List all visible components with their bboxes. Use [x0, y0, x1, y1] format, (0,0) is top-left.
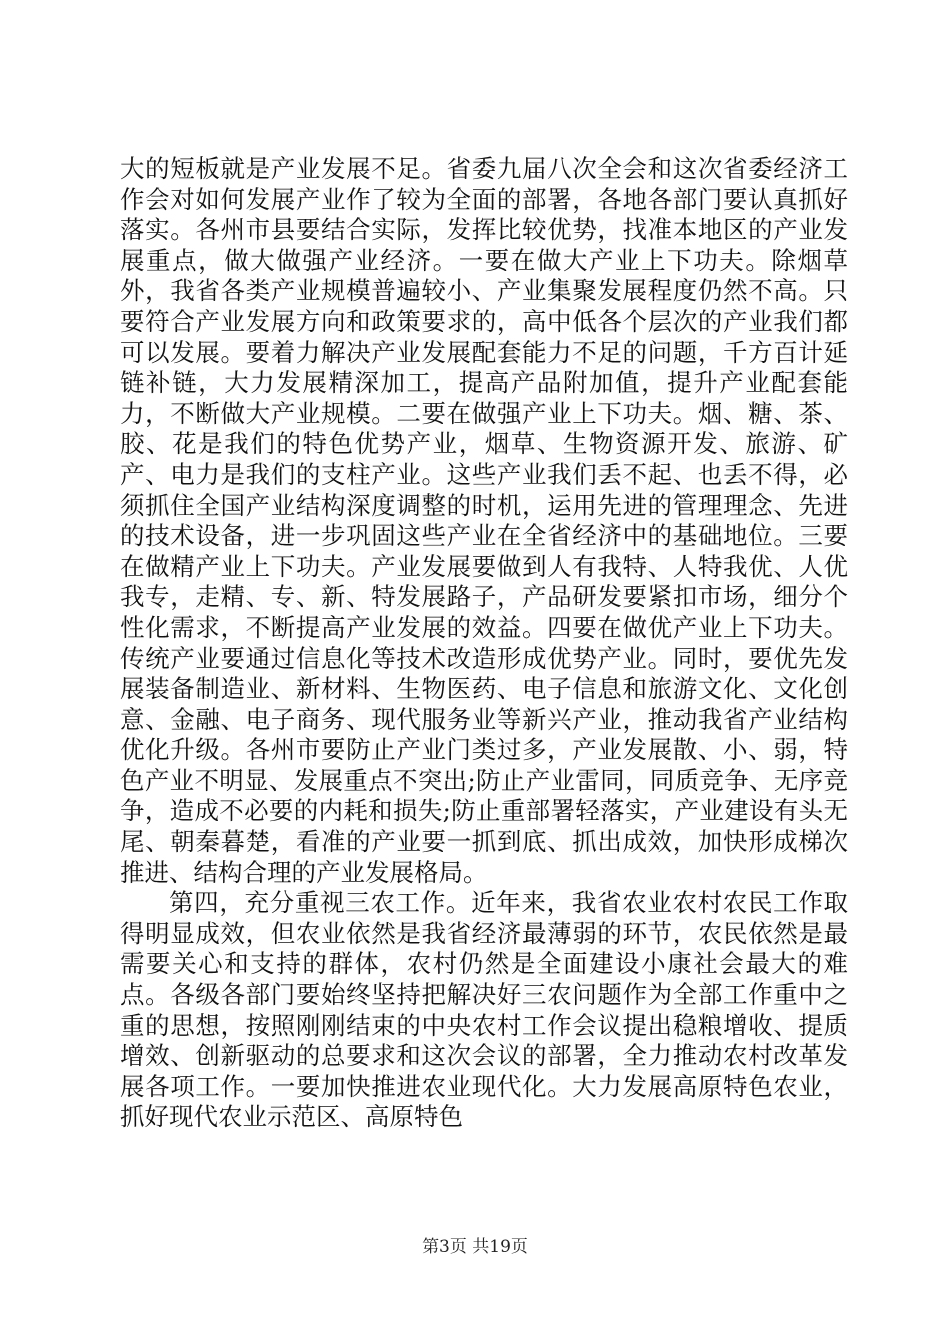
document-body: [120, 154, 848, 1133]
paragraph-industry-development: 大的短板就是产业发展不足。省委九届八次全会和这次省委经济工作会对如何发展产业作了较为全面的部署，各地各部门要认真抓好落实。各州市县要结合实际，发挥比较优势，找准本地区的产业发展重点，做大做强产业经济。一要在做大产业上下功夫。除烟草外，我省各类产业规模普遍较小、产业集聚发展程度仍然不高。只要符合产业发展方向和政策要求的，高中低各个层次的产业我们都可以发展。要着力解决产业发展配套能力不足的问题，千方百计延链补链，大力发展精深加工，提高产品附加值，提升产业配套能力，不断做大产业规模。二要在做强产业上下功夫。烟、糖、茶、胶、花是我们的特色优势产业，烟草、生物资源开发、旅游、矿产、电力是我们的支柱产业。这些产业我们丢不起、也丢不得，必须抓住全国产业结构深度调整的时机，运用先进的管理理念、先进的技术设备，进一步巩固这些产业在全省经济中的基础地位。三要在做精产业上下功夫。产业发展要做到人有我特、人特我优、人优我专，走精、专、新、特发展路子，产品研发要紧扣市场，细分个性化需求，不断提高产业发展的效益。四要在做优产业上下功夫。传统产业要通过信息化等技术改造形成优势产业。同时，要优先发展装备制造业、新材料、生物医药、电子信息和旅游文化、文化创意、金融、电子商务、现代服务业等新兴产业，推动我省产业结构优化升级。各州市要防止产业门类过多，产业发展散、小、弱，特色产业不明显、发展重点不突出;防止产业雷同，同质竞争、无序竞争，造成不必要的内耗和损失;防止重部署轻落实，产业建设有头无尾、朝秦暮楚，看准的产业要一抓到底、抓出成效，加快形成梯次推进、结构合理的产业发展格局。: [120, 154, 848, 887]
page-number-footer: 第3页 共19页: [422, 1237, 528, 1257]
paragraph-three-rural-issues: 第四，充分重视三农工作。近年来，我省农业农村农民工作取得明显成效，但农业依然是我省经济最薄弱的环节，农民依然是最需要关心和支持的群体，农村仍然是全面建设小康社会最大的难点。各级各部门要始终坚持把解决好三农问题作为全部工作重中之重的思想，按照刚刚结束的中央农村工作会议提出稳粮增收、提质增效、创新驱动的总要求和这次会议的部署，全力推动农村改革发展各项工作。一要加快推进农业现代化。大力发展高原特色农业，抓好现代农业示范区、高原特色: [120, 888, 848, 1132]
